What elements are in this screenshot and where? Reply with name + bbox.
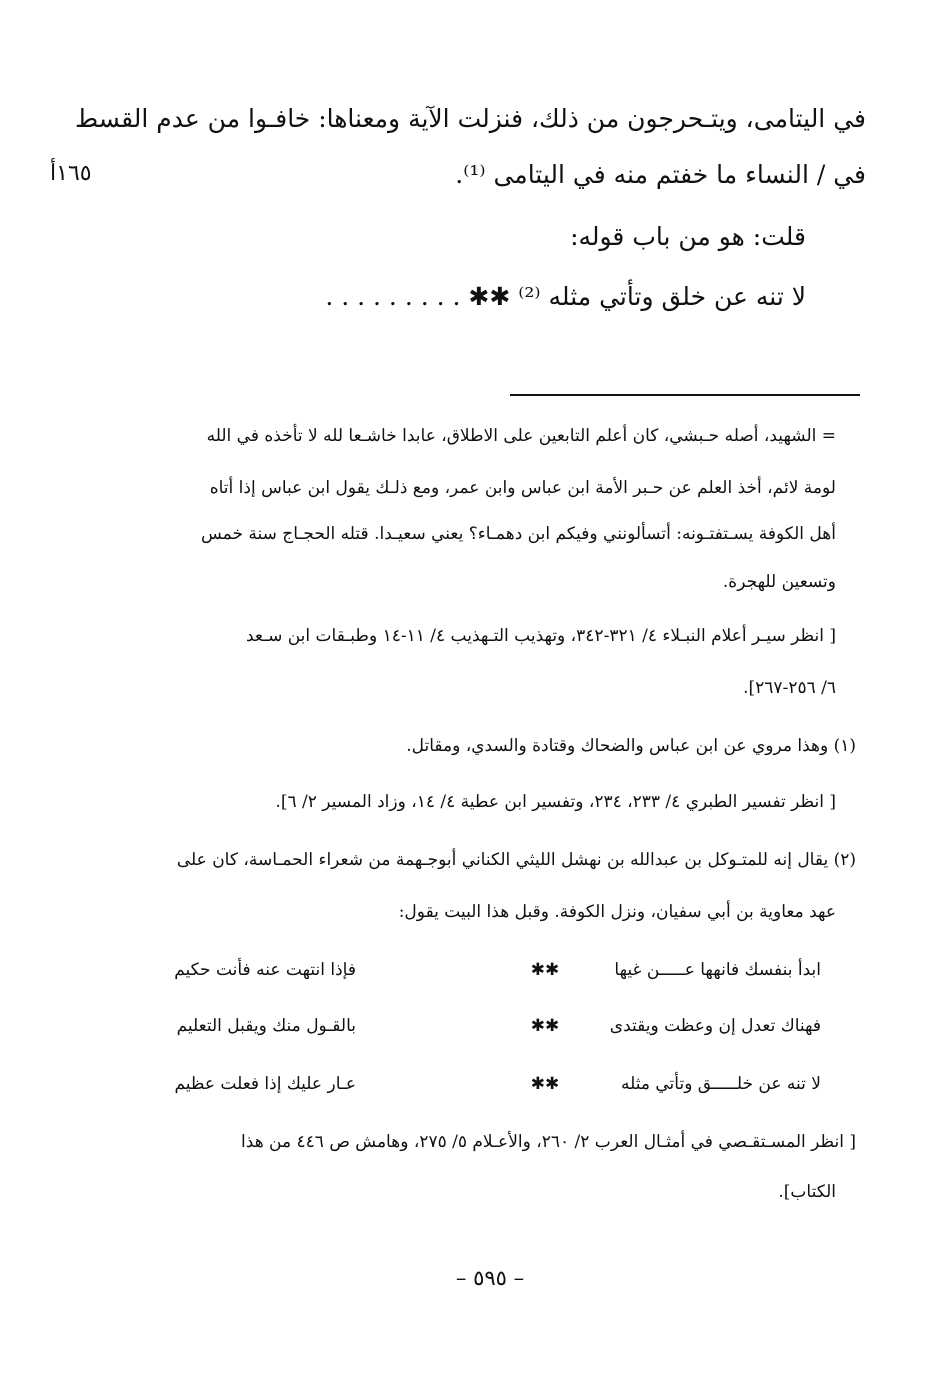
footnote-continuation-reference-line-1: [ انظر سيـر أعلام النبـلاء ٤/ ٣٢١-٣٤٢، وتهذيب التـهذيب ٤/ ١١-١٤ وطبـقات ابن سـعد xyxy=(245,626,836,646)
footnote-continuation-line-3: أهل الكوفة يسـتفتـونه: أتسألونني وفيكم ابن دهمـاء؟ يعني سعيـدا. قتله الحجـاج سنة خمس xyxy=(200,524,836,544)
footnote-1-reference: [ انظر تفسير الطبري ٤/ ٢٣٣، ٢٣٤، وتفسير ابن عطية ٤/ ١٤، وزاد المسير ٢/ ٦]. xyxy=(275,792,836,812)
page-number: – ٥٩٥ – xyxy=(455,1266,525,1290)
footnote-2-reference-line-1: [ انظر المسـتقـصي في أمثـال العرب ٢/ ٢٦٠، والأعـلام ٥/ ٢٧٥، وهامش ص ٤٤٦ من هذا xyxy=(241,1132,856,1152)
footnote-2-text-line-2: عهد معاوية بن أبي سفيان، ونزل الكوفة. وقبل هذا البيت يقول: xyxy=(398,902,836,922)
verse-1-second-hemistich: فإذا انتهت عنه فأنت حكيم xyxy=(174,960,356,980)
main-text-line-1: في اليتامى، ويتـحرجون من ذلك، فنزلت الآية ومعناها: خافـوا من عدم القسط xyxy=(75,104,866,133)
footnote-continuation-line-2: لومة لائم، أخذ العلم عن حـبر الأمة ابن عباس وابن عمر، ومع ذلـك يقول ابن عباس إذا أتاه xyxy=(209,478,836,498)
verse-1-separator: ✱✱ xyxy=(530,960,560,980)
verse-3-separator: ✱✱ xyxy=(530,1074,560,1094)
footnote-continuation-reference-line-2: ٦/ ٢٥٦-٢٦٧]. xyxy=(743,678,836,698)
footnote-continuation-line-1: = الشهيد، أصله حـبشي، كان أعلم التابعين على الاطلاق، عابدا خاشـعا لله لا تأخذه في الله xyxy=(206,426,836,446)
main-text-line-2: في / النساء ما خفتم منه في اليتامى ⁽¹⁾. xyxy=(455,160,866,189)
footnote-separator-rule xyxy=(510,394,860,396)
manuscript-folio-marker: ١٦٥أ xyxy=(50,161,92,186)
verse-3-second-hemistich: عـار عليك إذا فعلت عظيم xyxy=(174,1074,356,1094)
main-text-line-3: قلت: هو من باب قوله: xyxy=(570,222,806,251)
verse-2-first-hemistich: فهناك تعدل إن وعظت ويقتدى xyxy=(609,1016,821,1036)
verse-1-first-hemistich: ابدأ بنفسك فانهها عـــــن غيها xyxy=(614,960,821,980)
footnote-2-text-line-1: (٢) يقال إنه للمتـوكل بن عبدالله بن نهشل الليثي الكناني أبوجـهمة من شعراء الحمـاسة، كان على xyxy=(176,850,856,870)
footnote-1-text: (١) وهذا مروي عن ابن عباس والضحاك وقتادة والسدي، ومقاتل. xyxy=(406,736,856,756)
verse-3-first-hemistich: لا تنه عن خلـــــق وتأتي مثله xyxy=(621,1074,821,1094)
main-text-verse-line: لا تنه عن خلق وتأتي مثله ⁽²⁾ ✱✱ . . . . . . . . . xyxy=(325,282,806,311)
verse-2-separator: ✱✱ xyxy=(530,1016,560,1036)
footnote-continuation-line-4: وتسعين للهجرة. xyxy=(722,572,836,592)
verse-2-second-hemistich: بالقـول منك ويقبل التعليم xyxy=(176,1016,356,1036)
footnote-2-reference-line-2: الكتاب]. xyxy=(778,1182,836,1202)
